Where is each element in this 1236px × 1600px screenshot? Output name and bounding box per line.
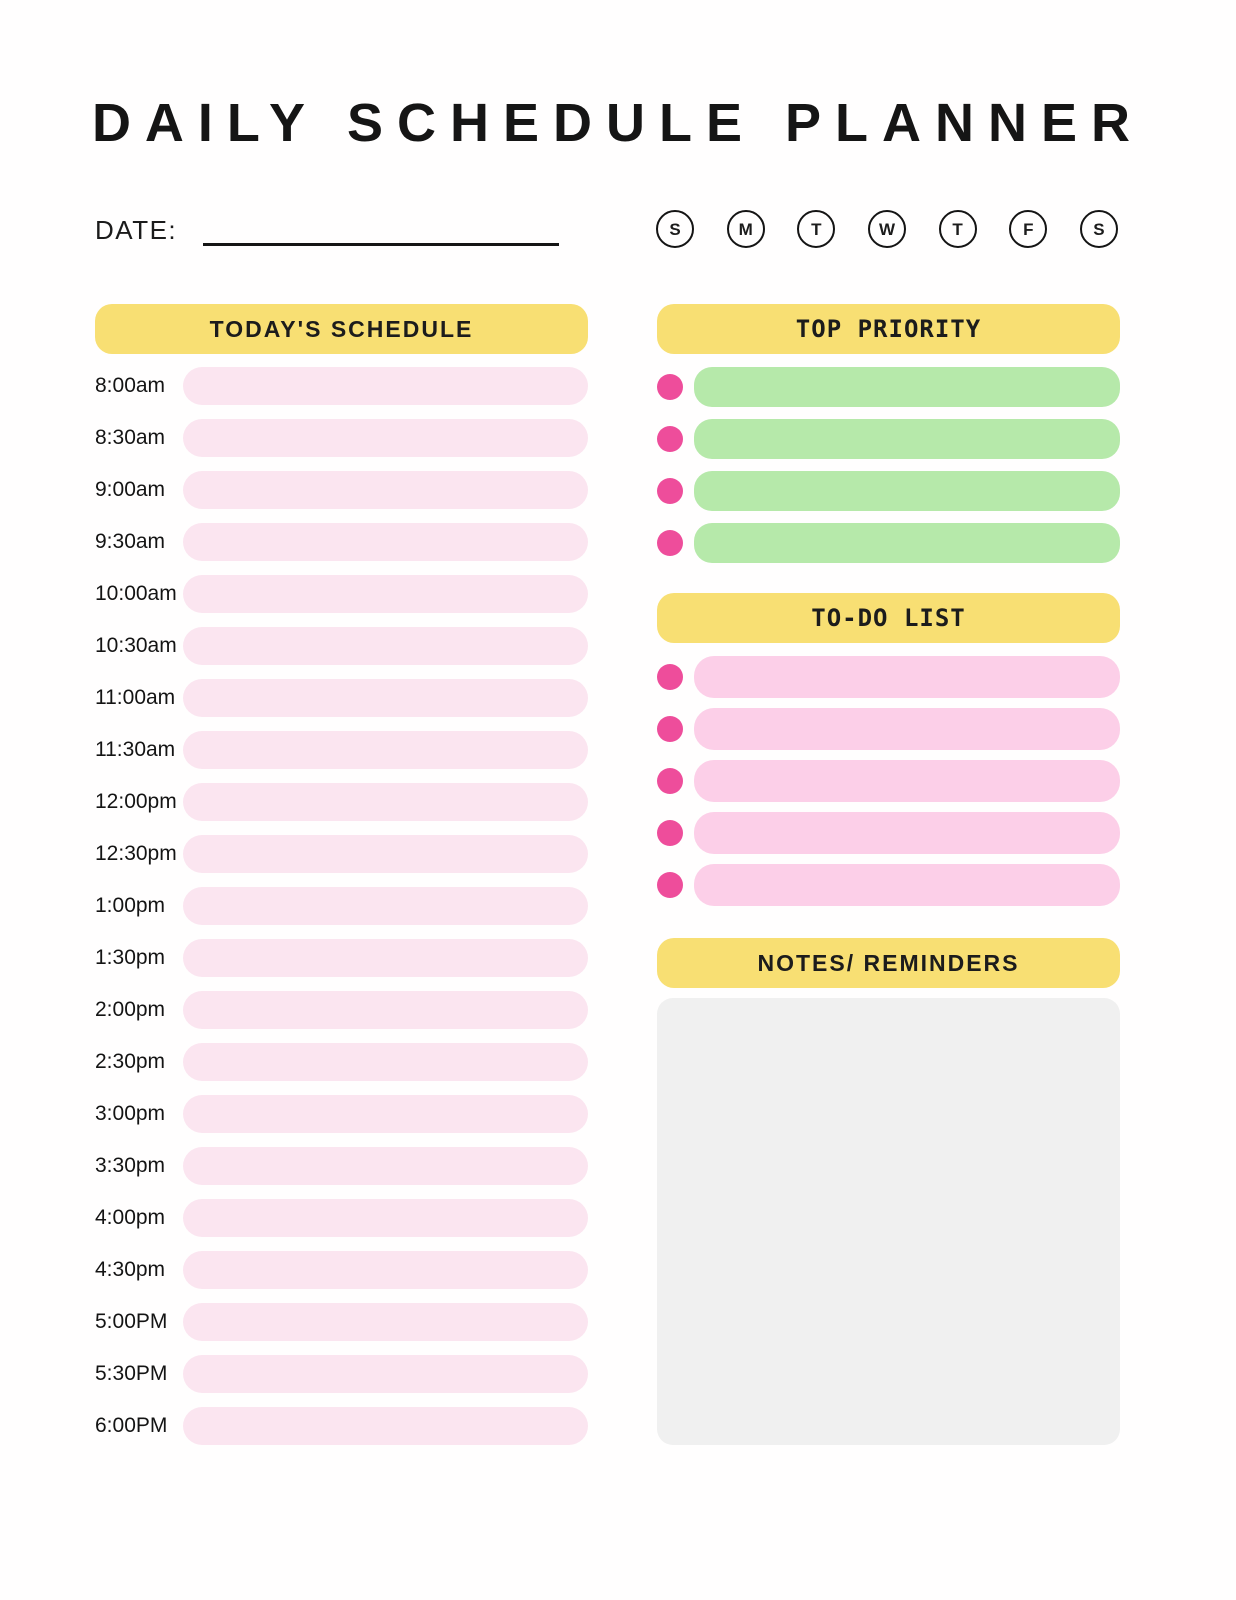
weekday-circle[interactable] bbox=[868, 210, 906, 248]
schedule-entry-field[interactable] bbox=[183, 1147, 588, 1185]
schedule-row bbox=[95, 419, 588, 457]
schedule-row bbox=[95, 679, 588, 717]
weekday-letter: F bbox=[1023, 219, 1034, 239]
time-label: 11:00am bbox=[95, 686, 176, 709]
time-label: 2:00pm bbox=[95, 998, 166, 1021]
notes-area[interactable] bbox=[657, 998, 1120, 1445]
time-label: 3:00pm bbox=[95, 1102, 166, 1125]
right-column bbox=[657, 304, 1120, 1445]
priority-row bbox=[657, 367, 1120, 407]
schedule-row bbox=[95, 575, 588, 613]
schedule-row bbox=[95, 1303, 588, 1341]
schedule-entry-field[interactable] bbox=[183, 1407, 588, 1445]
top-priority-header: TOP PRIORITY bbox=[657, 304, 1120, 354]
priority-row bbox=[657, 419, 1120, 459]
schedule-row bbox=[95, 1043, 588, 1081]
bullet-dot-icon bbox=[657, 426, 683, 452]
weekday-circle[interactable] bbox=[939, 210, 977, 248]
priority-rows bbox=[657, 367, 1120, 563]
time-label: 1:30pm bbox=[95, 946, 166, 969]
bullet-dot-icon bbox=[657, 820, 683, 846]
todo-entry-field[interactable] bbox=[694, 864, 1120, 906]
schedule-rows bbox=[95, 367, 588, 1445]
schedule-header: TODAY'S SCHEDULE bbox=[95, 304, 588, 354]
schedule-row bbox=[95, 887, 588, 925]
bullet-dot-icon bbox=[657, 374, 683, 400]
time-label: 1:00pm bbox=[95, 894, 166, 917]
priority-entry-field[interactable] bbox=[694, 419, 1120, 459]
time-label: 9:00am bbox=[95, 478, 166, 501]
schedule-row bbox=[95, 1355, 588, 1393]
schedule-row bbox=[95, 1251, 588, 1289]
time-label: 12:30pm bbox=[95, 842, 177, 865]
time-label: 3:30pm bbox=[95, 1154, 166, 1177]
schedule-entry-field[interactable] bbox=[183, 627, 588, 665]
schedule-section bbox=[95, 304, 588, 1445]
schedule-entry-field[interactable] bbox=[183, 939, 588, 977]
todo-entry-field[interactable] bbox=[694, 812, 1120, 854]
schedule-entry-field[interactable] bbox=[183, 1043, 588, 1081]
schedule-entry-field[interactable] bbox=[183, 471, 588, 509]
schedule-row bbox=[95, 1095, 588, 1133]
todo-rows bbox=[657, 656, 1120, 906]
schedule-entry-field[interactable] bbox=[183, 1303, 588, 1341]
time-label: 9:30am bbox=[95, 530, 166, 553]
date-row bbox=[95, 214, 559, 246]
schedule-row bbox=[95, 627, 588, 665]
weekday-letter: T bbox=[811, 219, 822, 239]
weekday-letter: S bbox=[669, 219, 681, 239]
schedule-entry-field[interactable] bbox=[183, 367, 588, 405]
schedule-entry-field[interactable] bbox=[183, 783, 588, 821]
priority-row bbox=[657, 523, 1120, 563]
todo-row bbox=[657, 864, 1120, 906]
schedule-entry-field[interactable] bbox=[183, 731, 588, 769]
schedule-row bbox=[95, 731, 588, 769]
todo-entry-field[interactable] bbox=[694, 656, 1120, 698]
schedule-entry-field[interactable] bbox=[183, 679, 588, 717]
weekday-circle[interactable] bbox=[727, 210, 765, 248]
time-label: 4:00pm bbox=[95, 1206, 166, 1229]
bullet-dot-icon bbox=[657, 530, 683, 556]
weekday-letter: W bbox=[878, 219, 895, 239]
time-label: 10:00am bbox=[95, 582, 177, 605]
weekday-circle[interactable] bbox=[656, 210, 694, 248]
schedule-entry-field[interactable] bbox=[183, 1251, 588, 1289]
time-label: 8:00am bbox=[95, 374, 166, 397]
schedule-entry-field[interactable] bbox=[183, 887, 588, 925]
notes-header: NOTES/ REMINDERS bbox=[657, 938, 1120, 988]
schedule-row bbox=[95, 523, 588, 561]
priority-entry-field[interactable] bbox=[694, 471, 1120, 511]
todo-entry-field[interactable] bbox=[694, 760, 1120, 802]
weekday-letter: T bbox=[952, 219, 963, 239]
time-label: 8:30am bbox=[95, 426, 166, 449]
todo-row bbox=[657, 812, 1120, 854]
priority-row bbox=[657, 471, 1120, 511]
schedule-entry-field[interactable] bbox=[183, 1355, 588, 1393]
schedule-entry-field[interactable] bbox=[183, 1199, 588, 1237]
weekday-circle[interactable] bbox=[797, 210, 835, 248]
weekday-letter: S bbox=[1093, 219, 1105, 239]
schedule-row bbox=[95, 471, 588, 509]
todo-entry-field[interactable] bbox=[694, 708, 1120, 750]
todo-row bbox=[657, 760, 1120, 802]
schedule-row bbox=[95, 835, 588, 873]
time-label: 5:30PM bbox=[95, 1362, 168, 1385]
bullet-dot-icon bbox=[657, 478, 683, 504]
bullet-dot-icon bbox=[657, 716, 683, 742]
schedule-row bbox=[95, 1199, 588, 1237]
todo-header: TO-DO LIST bbox=[657, 593, 1120, 643]
page-title: DAILY SCHEDULE PLANNER bbox=[91, 93, 1145, 153]
schedule-row bbox=[95, 991, 588, 1029]
weekday-circle[interactable] bbox=[1009, 210, 1047, 248]
schedule-entry-field[interactable] bbox=[183, 575, 588, 613]
time-label: 12:00pm bbox=[95, 790, 177, 813]
date-label: DATE: bbox=[95, 215, 178, 245]
todo-row bbox=[657, 708, 1120, 750]
time-label: 2:30pm bbox=[95, 1050, 166, 1073]
time-label: 11:30am bbox=[95, 738, 176, 761]
schedule-row bbox=[95, 1407, 588, 1445]
schedule-row bbox=[95, 939, 588, 977]
schedule-row bbox=[95, 783, 588, 821]
bullet-dot-icon bbox=[657, 664, 683, 690]
weekday-letter: M bbox=[738, 219, 753, 239]
schedule-entry-field[interactable] bbox=[183, 419, 588, 457]
weekday-selector bbox=[656, 210, 1118, 248]
time-label: 10:30am bbox=[95, 634, 177, 657]
schedule-entry-field[interactable] bbox=[183, 523, 588, 561]
priority-entry-field[interactable] bbox=[694, 367, 1120, 407]
schedule-row bbox=[95, 367, 588, 405]
date-input-line[interactable] bbox=[203, 214, 559, 246]
schedule-entry-field[interactable] bbox=[183, 1095, 588, 1133]
priority-entry-field[interactable] bbox=[694, 523, 1120, 563]
time-label: 5:00PM bbox=[95, 1310, 168, 1333]
weekday-circle[interactable] bbox=[1080, 210, 1118, 248]
todo-row bbox=[657, 656, 1120, 698]
schedule-entry-field[interactable] bbox=[183, 835, 588, 873]
time-label: 4:30pm bbox=[95, 1258, 166, 1281]
bullet-dot-icon bbox=[657, 872, 683, 898]
time-label: 6:00PM bbox=[95, 1414, 168, 1437]
schedule-entry-field[interactable] bbox=[183, 991, 588, 1029]
bullet-dot-icon bbox=[657, 768, 683, 794]
schedule-row bbox=[95, 1147, 588, 1185]
